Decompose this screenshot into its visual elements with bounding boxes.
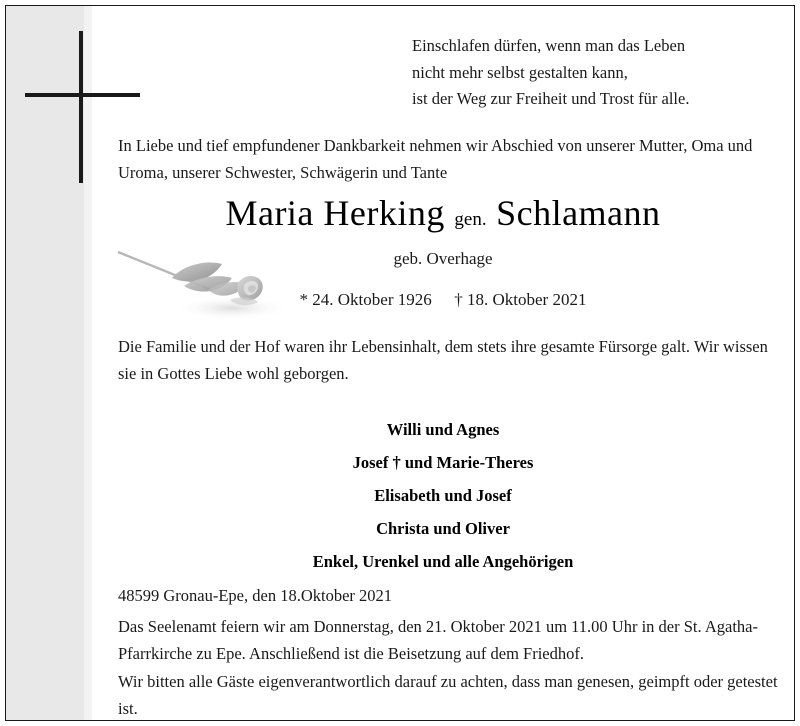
service-details: Das Seelenamt feiern wir am Donnerstag, den 21. Oktober 2021 um 11.00 Uhr in der St. Agatha-Pfarrkirche zu Epe. Anschließend ist die Beisetzung auf dem Friedhof. (118, 617, 758, 663)
place-and-date: 48599 Gronau-Epe, den 18.Oktober 2021 (118, 586, 393, 605)
card-content (92, 6, 794, 720)
name-connector: gen. (454, 209, 487, 230)
deceased-first-name: Maria Herking (225, 193, 445, 233)
left-light-band (84, 6, 92, 720)
body-text: Die Familie und der Hof waren ihr Lebensinhalt, dem stets ihre gesamte Fürsorge galt. Wir wissen sie in Gottes Liebe wohl geborgen. (118, 337, 768, 383)
deceased-second-name: Schlamann (496, 193, 661, 233)
maiden-name: geb. Overhage (393, 249, 493, 268)
poem-line: ist der Weg zur Freiheit und Trost für alle. (412, 89, 690, 109)
deceased-name (92, 192, 794, 234)
survivors-list (92, 413, 794, 578)
list-item: Willi und Agnes (386, 420, 500, 439)
death-date: † 18. Oktober 2021 (454, 290, 587, 309)
list-item: Elisabeth und Josef (374, 486, 512, 505)
poem-line: Einschlafen dürfen, wenn man das Leben (412, 36, 686, 55)
rose-illustration (112, 234, 312, 324)
covid-notice: Wir bitten alle Gäste eigenverantwortlich darauf zu achten, dass man genesen, geimpft oder getestet ist. (118, 672, 778, 718)
intro-text: In Liebe und tief empfundener Dankbarkeit nehmen wir Abschied von unserer Mutter, Oma und Uroma, unserer Schwester, Schwägerin und Tante (118, 136, 753, 182)
list-item: Christa und Oliver (376, 519, 510, 538)
cross-icon-vertical (79, 31, 83, 183)
list-item: Enkel, Urenkel und alle Angehörigen (312, 552, 574, 571)
poem-block (412, 33, 792, 113)
left-grey-band (6, 6, 84, 720)
birth-date: * 24. Oktober 1926 (299, 290, 432, 309)
poem-line: nicht mehr selbst gestalten kann, (412, 62, 628, 82)
list-item: Josef † und Marie-Theres (352, 453, 534, 472)
